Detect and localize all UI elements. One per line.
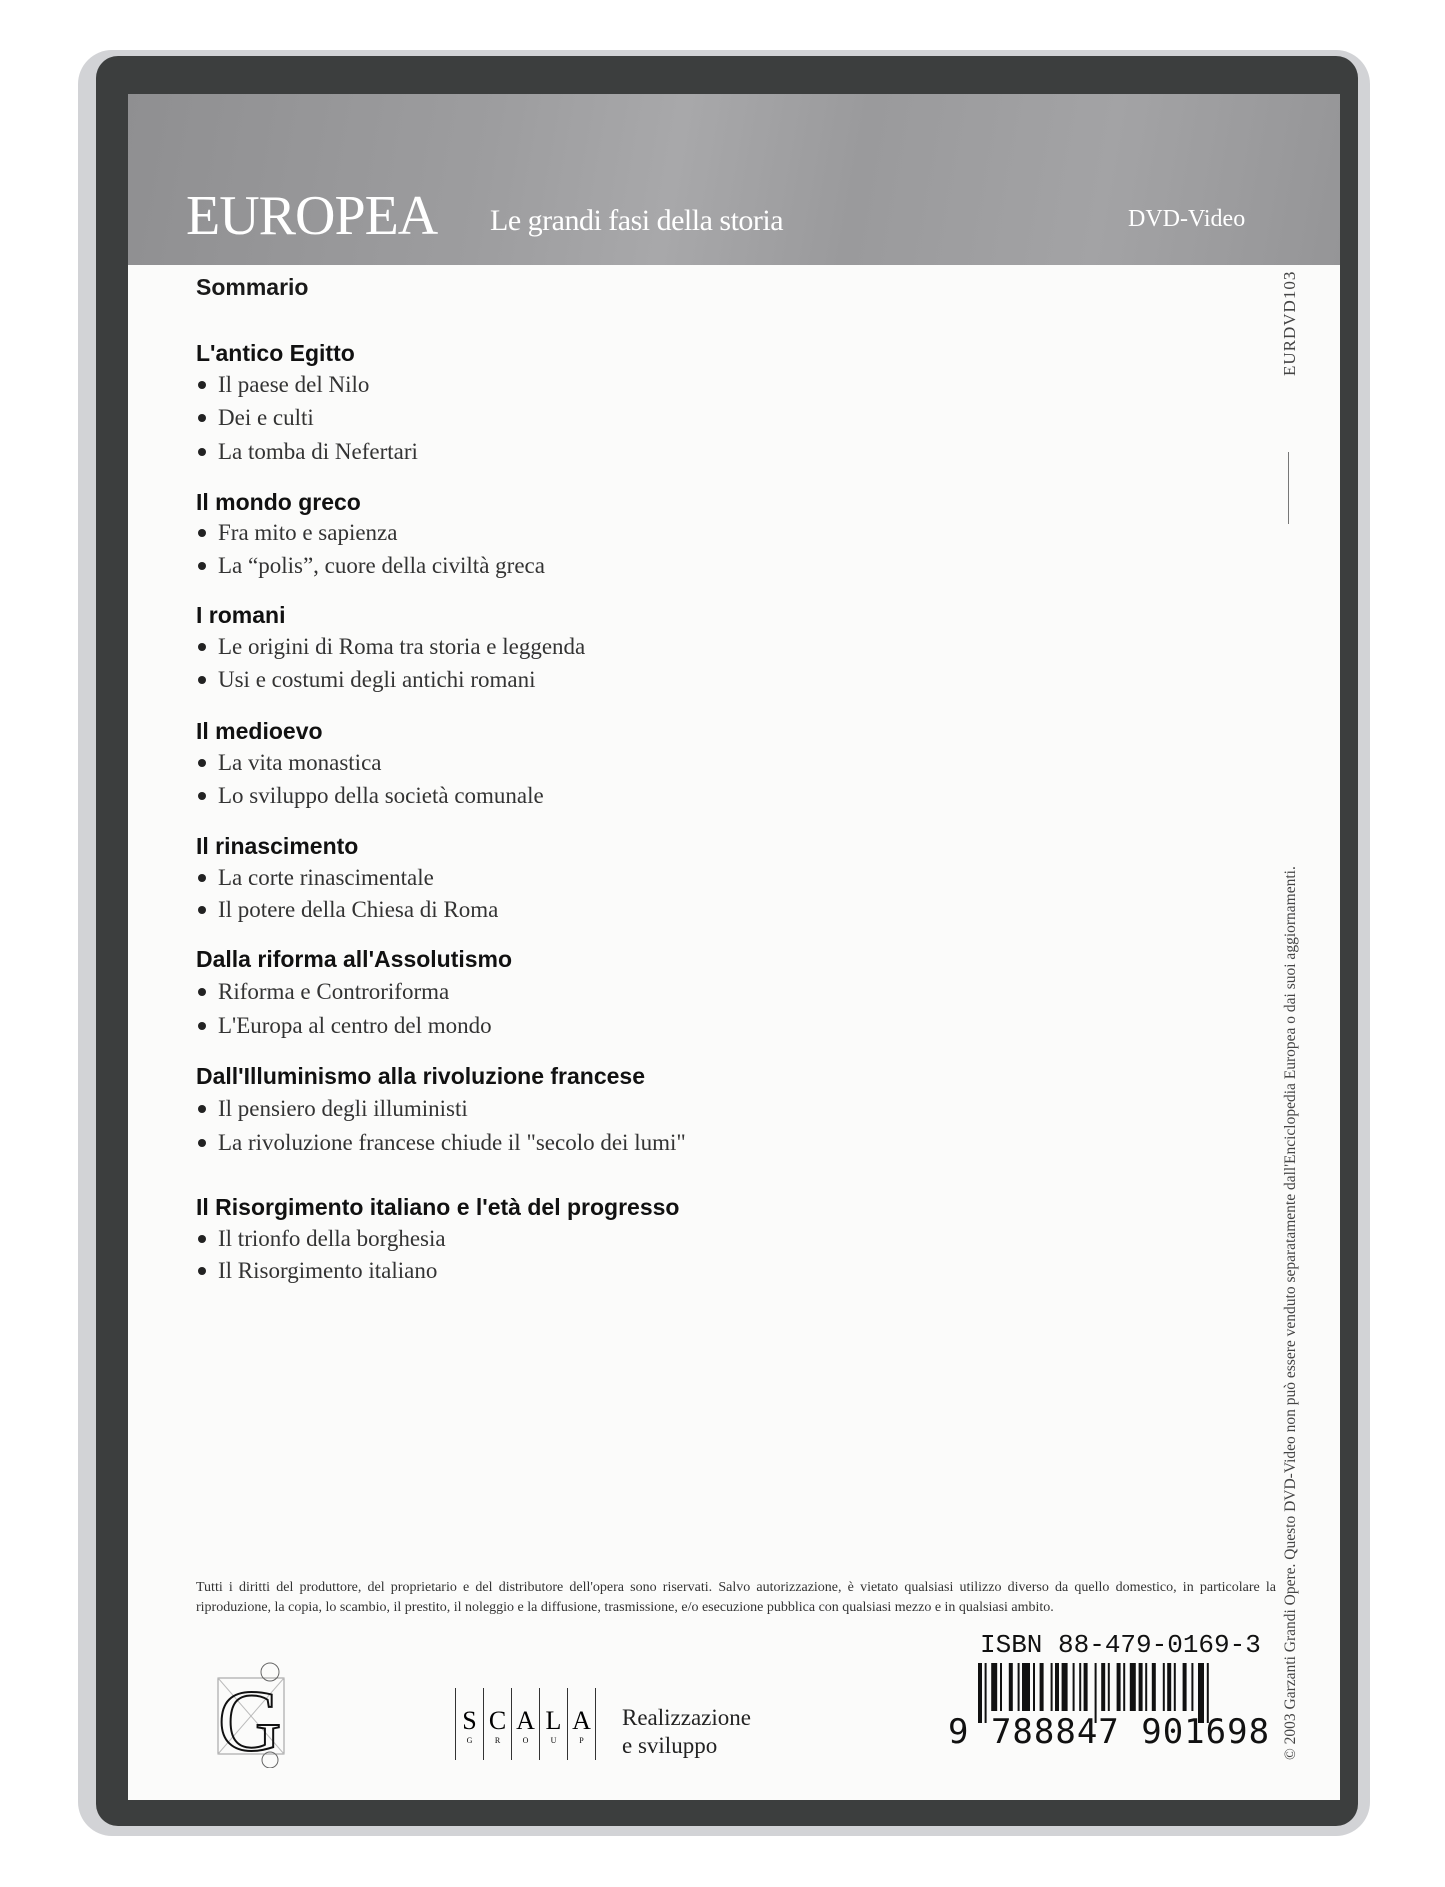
group-letter: P — [579, 1736, 584, 1745]
section-heading: Il medioevo — [196, 718, 323, 744]
barcode-digits: 9 788847 901698 — [948, 1712, 1271, 1752]
bullet-icon — [198, 1105, 206, 1113]
section-heading: Dalla riforma all'Assolutismo — [196, 946, 513, 972]
barcode-bar — [991, 1663, 997, 1711]
scala-cell — [568, 1688, 596, 1760]
barcode-bar — [1108, 1663, 1110, 1711]
scala-cell — [512, 1688, 540, 1760]
scala-group-logo — [455, 1688, 596, 1760]
list-item — [196, 634, 585, 660]
production-credit — [622, 1704, 751, 1760]
bullet-icon — [198, 1139, 206, 1147]
copyright-notice: © 2003 Garzanti Grandi Opere. Questo DVD-Video non può essere venduto separatamente dall'Enciclopedia Europea o dai suoi aggiornamenti. — [1282, 866, 1299, 1760]
section-heading: L'antico Egitto — [196, 340, 355, 366]
barcode-bar — [1145, 1663, 1147, 1711]
garzanti-logo — [214, 1662, 304, 1768]
item-label: Il trionfo della borghesia — [218, 1226, 446, 1251]
barcode-bar — [1191, 1663, 1193, 1711]
series-subtitle: Le grandi fasi della storia — [490, 204, 784, 237]
barcode-bar — [1163, 1663, 1165, 1711]
list-item — [196, 897, 498, 923]
barcode-bar — [1084, 1663, 1088, 1711]
item-label: Il potere della Chiesa di Roma — [218, 897, 499, 922]
bullet-icon — [198, 1267, 206, 1275]
item-label: Riforma e Controriforma — [218, 979, 450, 1004]
barcode-bar — [1073, 1663, 1075, 1711]
list-item — [196, 1096, 468, 1122]
production-line1: Realizzazione — [622, 1705, 751, 1730]
section-heading: Il Risorgimento italiano e l'età del progresso — [196, 1194, 680, 1220]
barcode-bar — [1152, 1663, 1156, 1711]
bullet-icon — [198, 1235, 206, 1243]
bullet-icon — [198, 1022, 206, 1030]
bullet-icon — [198, 448, 206, 456]
item-label: La rivoluzione francese chiude il "secolo dei lumi" — [218, 1130, 686, 1155]
group-letter: R — [494, 1736, 501, 1745]
scala-letter: L — [545, 1706, 562, 1735]
bullet-icon — [198, 381, 206, 389]
bullet-icon — [198, 759, 206, 767]
group-letter: G — [466, 1736, 473, 1745]
item-label: Usi e costumi degli antichi romani — [218, 667, 536, 692]
item-label: Dei e culti — [218, 405, 314, 430]
barcode-bar — [1139, 1663, 1143, 1711]
barcode-bar — [1040, 1663, 1044, 1711]
bullet-icon — [198, 676, 206, 684]
section-heading: Il rinascimento — [196, 833, 359, 859]
list-item — [196, 1013, 492, 1039]
barcode-bar — [1022, 1663, 1030, 1711]
barcode-bar — [1079, 1663, 1081, 1711]
barcode-bar — [1167, 1663, 1171, 1711]
item-label: Il Risorgimento italiano — [218, 1258, 438, 1283]
item-label: Il pensiero degli illuministi — [218, 1096, 468, 1121]
list-item — [196, 1226, 446, 1252]
item-label: La tomba di Nefertari — [218, 439, 418, 464]
barcode-bar — [1018, 1663, 1020, 1711]
barcode-bar — [1123, 1663, 1125, 1711]
list-item — [196, 667, 535, 693]
list-item — [196, 372, 369, 398]
item-label: La corte rinascimentale — [218, 865, 434, 890]
production-line2: e sviluppo — [622, 1733, 718, 1758]
logo-letter: G — [218, 1673, 282, 1768]
scala-cell — [456, 1688, 484, 1760]
scala-letter: A — [516, 1706, 535, 1735]
barcode-bar — [1062, 1663, 1068, 1711]
barcode-bar — [1174, 1663, 1176, 1711]
bullet-icon — [198, 906, 206, 914]
barcode-bar — [1101, 1663, 1105, 1711]
bullet-icon — [198, 562, 206, 570]
barcode-bar — [1009, 1663, 1013, 1711]
list-item — [196, 865, 434, 891]
barcode-bar — [1055, 1663, 1059, 1711]
isbn: ISBN 88-479-0169-3 — [980, 1630, 1261, 1660]
item-label: Le origini di Roma tra storia e leggenda — [218, 634, 586, 659]
list-item — [196, 1130, 686, 1156]
section-heading: I romani — [196, 602, 286, 628]
item-label: Il paese del Nilo — [218, 372, 370, 397]
scala-letter: A — [572, 1706, 591, 1735]
item-label: Lo sviluppo della società comunale — [218, 783, 544, 808]
scala-cell — [484, 1688, 512, 1760]
scala-cell — [540, 1688, 568, 1760]
section-heading: Il mondo greco — [196, 489, 361, 515]
group-letter: O — [522, 1736, 529, 1745]
barcode-bar — [1183, 1663, 1187, 1711]
series-title: EUROPEA — [186, 185, 438, 247]
list-item — [196, 783, 544, 809]
list-item — [196, 750, 382, 776]
bullet-icon — [198, 529, 206, 537]
summary-title: Sommario — [196, 274, 309, 300]
list-item — [196, 439, 418, 465]
barcode-bar — [1117, 1663, 1121, 1711]
divider — [1288, 452, 1289, 524]
list-item — [196, 520, 397, 546]
group-letter: U — [550, 1736, 557, 1745]
item-label: L'Europa al centro del mondo — [218, 1013, 492, 1038]
barcode-bar — [1033, 1663, 1035, 1711]
scala-letter: S — [462, 1706, 477, 1735]
list-item — [196, 553, 545, 579]
list-item — [196, 405, 314, 431]
bullet-icon — [198, 988, 206, 996]
bullet-icon — [198, 874, 206, 882]
barcode-bar — [1130, 1663, 1136, 1711]
list-item — [196, 979, 449, 1005]
item-label: Fra mito e sapienza — [218, 520, 398, 545]
section-heading: Dall'Illuminismo alla rivoluzione francese — [196, 1063, 645, 1089]
bullet-icon — [198, 792, 206, 800]
legal-notice: Tutti i diritti del produttore, del proprietario e del distributore dell'opera sono riservati. Salvo autorizzazione, è vietato qualsiasi utilizzo diverso da quello domestico, in particolare la riproduzione, la copia, lo scambio, il prestito, il noleggio e la diffusione, trasmissione, e/o esecuzione pubblica con qualsiasi mezzo e in qualsiasi ambito. — [196, 1580, 1276, 1615]
format-label: DVD-Video — [1128, 206, 1246, 232]
bullet-icon — [198, 643, 206, 651]
barcode-bar — [1051, 1663, 1053, 1711]
catalog-code: EURDVD103 — [1280, 270, 1299, 376]
item-label: La vita monastica — [218, 750, 382, 775]
list-item — [196, 1258, 437, 1284]
scala-letter: C — [488, 1706, 507, 1735]
bullet-icon — [198, 414, 206, 422]
barcode-bar — [1000, 1663, 1002, 1711]
item-label: La “polis”, cuore della civiltà greca — [218, 553, 545, 578]
